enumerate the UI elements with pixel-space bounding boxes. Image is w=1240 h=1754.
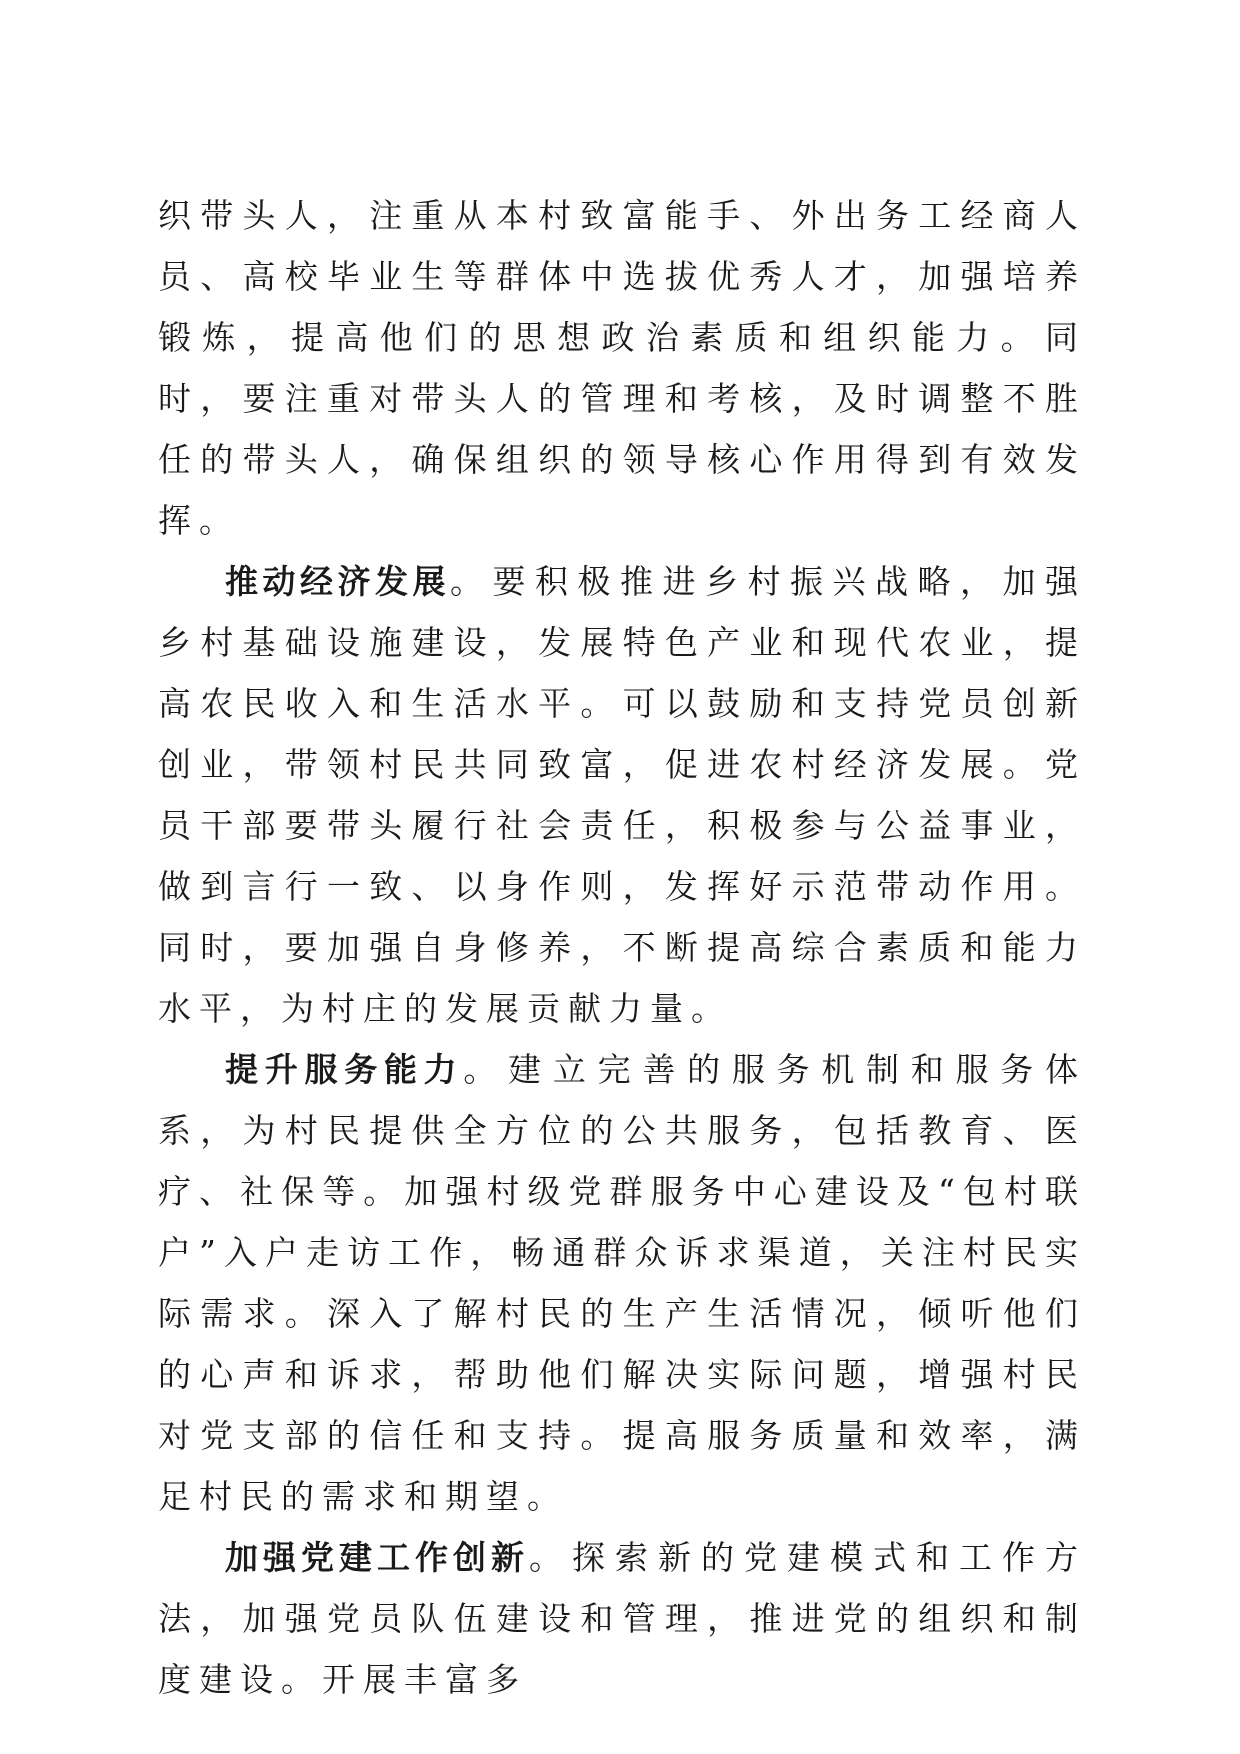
paragraph-body: 。探索新的党建模式和工作方法，加强党员队伍建设和管理，推进党的组织和制度建设。开展丰富多: [158, 1538, 1086, 1699]
paragraph-continuation: [158, 185, 1086, 551]
paragraph-body: 织带头人，注重从本村致富能手、外出务工经商人员、高校毕业生等群体中选拔优秀人才，加强培养锻炼，提高他们的思想政治素质和组织能力。同时，要注重对带头人的管理和考核，及时调整不胜任的带头人，确保组织的领导核心作用得到有效发挥。: [158, 196, 1086, 540]
paragraph-heading: 加强党建工作创新: [225, 1538, 529, 1577]
document-page: [158, 185, 1086, 1710]
paragraph-body: 。要积极推进乡村振兴战略，加强乡村基础设施建设，发展特色产业和现代农业，提高农民收入和生活水平。可以鼓励和支持党员创新创业，带领村民共同致富，促进农村经济发展。党员干部要带头履行社会责任，积极参与公益事业，做到言行一致、以身作则，发挥好示范带动作用。同时，要加强自身修养，不断提高综合素质和能力水平，为村庄的发展贡献力量。: [158, 562, 1086, 1028]
paragraph-economic-development: [158, 551, 1086, 1039]
paragraph-party-building-innovation: [158, 1527, 1086, 1710]
paragraph-body: 。建立完善的服务机制和服务体系，为村民提供全方位的公共服务，包括教育、医疗、社保等。加强村级党群服务中心建设及“包村联户”入户走访工作，畅通群众诉求渠道，关注村民实际需求。深入了解村民的生产生活情况，倾听他们的心声和诉求，帮助他们解决实际问题，增强村民对党支部的信任和支持。提高服务质量和效率，满足村民的需求和期望。: [158, 1050, 1087, 1516]
paragraph-heading: 推动经济发展: [225, 562, 450, 601]
paragraph-heading: 提升服务能力: [225, 1050, 464, 1089]
paragraph-service-capacity: [158, 1039, 1086, 1527]
